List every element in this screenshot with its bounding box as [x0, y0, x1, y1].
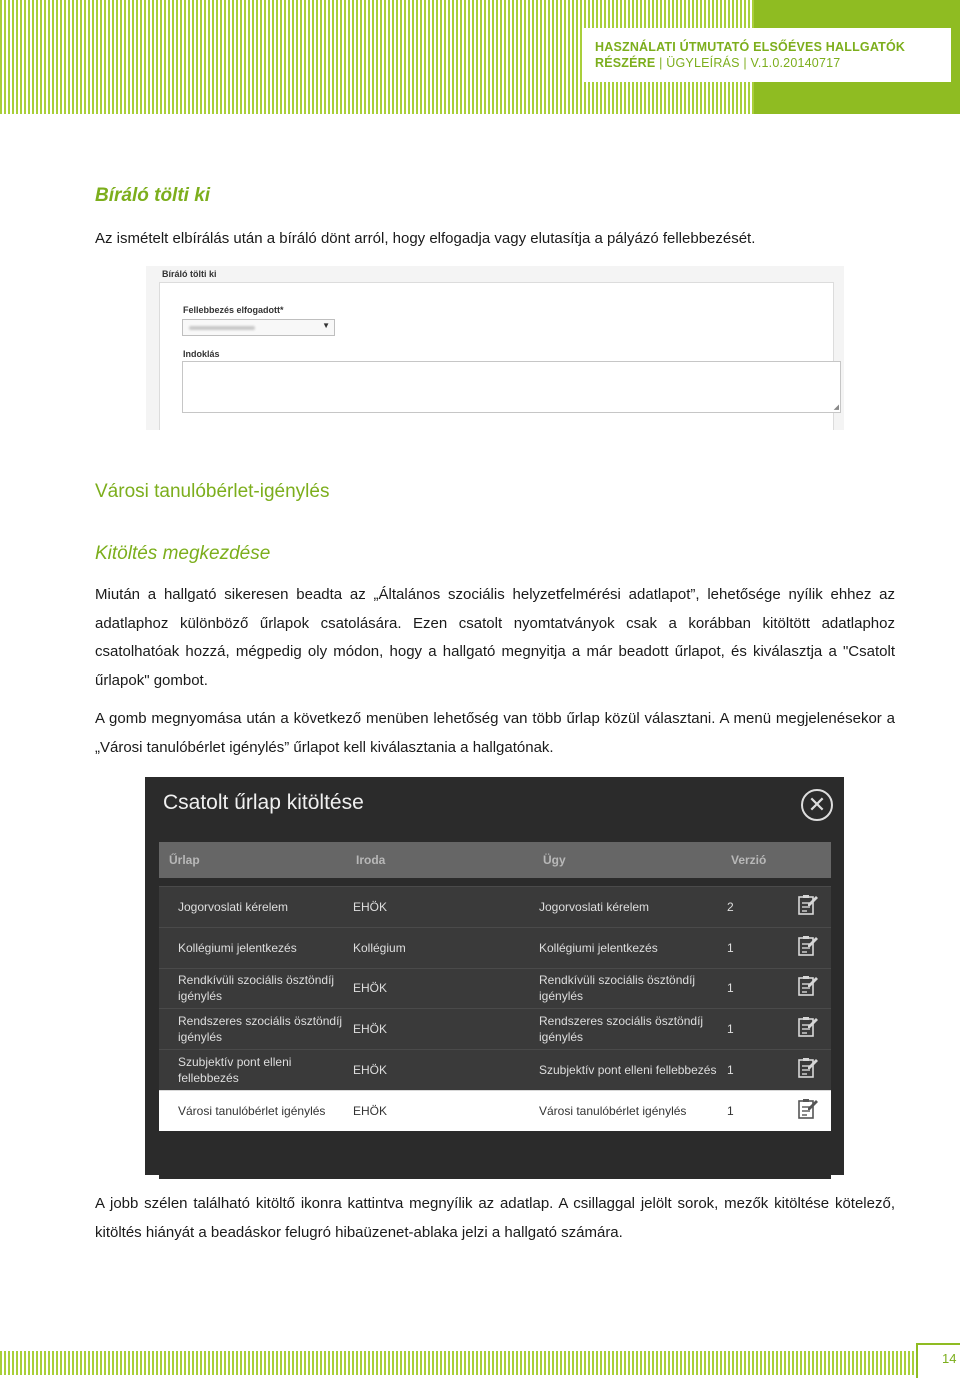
header-sep: |	[743, 56, 747, 70]
appeal-accepted-select[interactable]	[182, 319, 335, 336]
footer-stripes	[0, 1351, 914, 1375]
column-header-form: Űrlap	[169, 853, 200, 867]
reviewer-form-screenshot	[146, 266, 844, 430]
header-for: RÉSZÉRE	[595, 56, 656, 70]
header-version: V.1.0.20140717	[750, 56, 841, 70]
form-cell: Jogorvoslati kérelem	[178, 899, 289, 914]
version-cell: 1	[727, 981, 734, 996]
section-paragraph-menu: A gomb megnyomása után a következő menüben lehetőség van több űrlap közül választani. A menü megjelenésekor a „Városi tanulóbérlet igénylés” űrlapot kell kiválasztania a hallgatónak.	[95, 710, 895, 756]
case-cell: Városi tanulóbérlet igénylés	[539, 1103, 687, 1118]
table-row[interactable]	[159, 1049, 831, 1090]
office-cell: EHÖK	[353, 981, 388, 996]
section-heading-reviewer: Bíráló tölti ki	[95, 185, 211, 206]
dialog-title: Csatolt űrlap kitöltése	[163, 791, 364, 814]
section-heading-pass: Városi tanulóbérlet-igénylés	[95, 481, 330, 502]
justification-label: Indoklás	[183, 349, 220, 359]
attached-form-dialog-screenshot	[145, 777, 844, 1175]
form-cell: Rendkívüli szociális ösztöndíj igénylés	[178, 973, 335, 1004]
table-gap	[159, 878, 831, 886]
header-title-box	[583, 28, 951, 82]
table-row[interactable]	[159, 927, 831, 968]
case-cell: Kollégiumi jelentkezés	[539, 940, 658, 955]
version-cell: 1	[727, 940, 734, 955]
office-cell: Kollégium	[353, 940, 406, 955]
edit-form-icon[interactable]	[797, 1056, 819, 1084]
table-row[interactable]	[159, 968, 831, 1009]
table-row[interactable]	[159, 1008, 831, 1049]
column-header-version: Verzió	[731, 853, 767, 867]
header-sep: |	[659, 56, 663, 70]
section-paragraph-reviewer: Az ismételt elbírálás után a bíráló dönt arról, hogy elfogadja vagy elutasítja a pályázó fellebbezését.	[95, 230, 756, 247]
chevron-down-icon: ▼	[322, 321, 330, 330]
column-header-case: Ügy	[543, 853, 566, 867]
case-cell: Szubjektív pont elleni fellebbezés	[539, 1063, 717, 1078]
edit-form-icon[interactable]	[797, 1097, 819, 1125]
table-row[interactable]	[159, 1090, 831, 1131]
table-header	[159, 842, 831, 878]
column-header-office: Iroda	[356, 853, 386, 867]
justification-textarea[interactable]	[182, 361, 841, 413]
office-cell: EHÖK	[353, 1022, 388, 1037]
reviewer-form-title: Bíráló tölti ki	[162, 269, 217, 279]
version-cell: 1	[727, 1022, 734, 1037]
page-number: 14	[942, 1351, 957, 1366]
office-cell: EHÖK	[353, 1103, 388, 1118]
form-cell: Szubjektív pont elleni fellebbezés	[178, 1055, 292, 1086]
table-body	[159, 886, 831, 1179]
header-title-line2	[595, 55, 951, 71]
case-cell: Rendszeres szociális ösztöndíj igénylés	[539, 1014, 704, 1045]
edit-form-icon[interactable]	[797, 974, 819, 1002]
section-paragraph-outro: A jobb szélen található kitöltő ikonra kattintva megnyílik az adatlap. A csillaggal jelölt sorok, mezők kitöltése kötelező, kitöltés hiányát a beadáskor felugró hibaüzenet-ablaka jelzi a hallgató számára.	[95, 1195, 895, 1241]
header-title-line1: HASZNÁLATI ÚTMUTATÓ ELSŐÉVES HALLGATÓK	[595, 40, 906, 54]
appeal-accepted-label: Fellebbezés elfogadott*	[183, 305, 284, 315]
form-cell: Rendszeres szociális ösztöndíj igénylés	[178, 1014, 343, 1045]
form-cell: Kollégiumi jelentkezés	[178, 940, 297, 955]
office-cell: EHÖK	[353, 1063, 388, 1078]
header-section: ÜGYLEÍRÁS	[666, 56, 740, 70]
close-icon[interactable]: ✕	[801, 789, 833, 821]
version-cell: 1	[727, 1063, 734, 1078]
table-row[interactable]	[159, 886, 831, 927]
forms-table	[159, 842, 831, 1179]
section-subheading-start: Kitöltés megkezdése	[95, 543, 271, 564]
reviewer-form-panel	[159, 282, 839, 430]
version-cell: 2	[727, 899, 734, 914]
edit-form-icon[interactable]	[797, 1015, 819, 1043]
case-cell: Rendkívüli szociális ösztöndíj igénylés	[539, 973, 696, 1004]
office-cell: EHÖK	[353, 899, 388, 914]
form-cell: Városi tanulóbérlet igénylés	[178, 1103, 326, 1118]
section-paragraph-intro: Miután a hallgató sikeresen beadta az „Általános szociális helyzetfelmérési adatlapot”, lehetősége nyílik ehhez az adatlaphoz különböző űrlapok csatolására. Ezen csatolt nyomtatványok csak a korábban kitöltött adatlaphoz csatolhatóak hozzá, mégpedig oly módon, hogy a hallgató megnyitja a már beadott űrlapot, és kiválasztja a "Csatolt űrlapok" gombot.	[95, 586, 895, 689]
version-cell: 1	[727, 1103, 734, 1118]
edit-form-icon[interactable]	[797, 893, 819, 921]
dialog-bottom-padding	[159, 1131, 831, 1179]
case-cell: Jogorvoslati kérelem	[539, 899, 650, 914]
select-blurred-value	[189, 326, 255, 330]
edit-form-icon[interactable]	[797, 934, 819, 962]
resize-grip-icon[interactable]: ◢	[833, 404, 839, 411]
